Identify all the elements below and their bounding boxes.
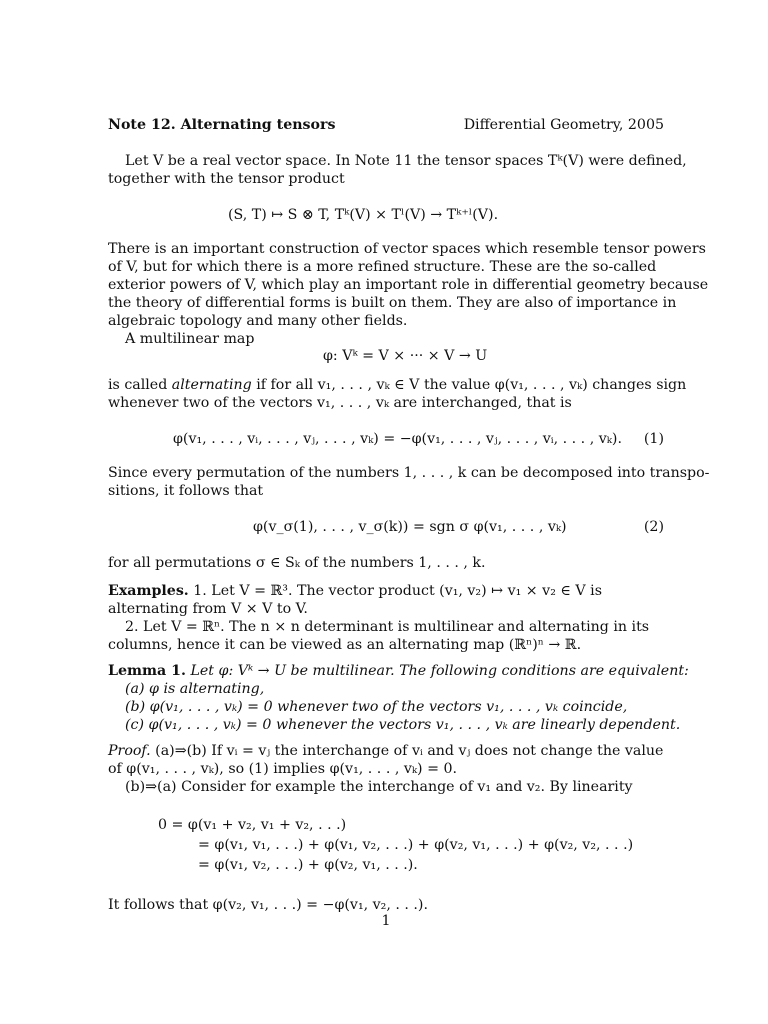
paragraph-line: Since every permutation of the numbers 1, . . . , k can be decomposed into transpo- <box>108 465 710 481</box>
paragraph-line: the theory of differential forms is built on them. They are also of importance in <box>108 295 677 311</box>
equation-number-1: (1) <box>643 431 664 447</box>
lemma-condition-a: (a) φ is alternating, <box>125 681 265 697</box>
paragraph-line: together with the tensor product <box>108 171 345 187</box>
equation-linearity-line-3: = φ(v₁, v₂, . . .) + φ(v₂, v₁, . . .). <box>198 857 418 873</box>
equation-1: φ(v₁, . . . , vᵢ, . . . , vⱼ, . . . , vₖ) = −φ(v₁, . . . , vⱼ, . . . , vᵢ, . . . , vₖ). <box>173 431 622 447</box>
text-run: is called <box>108 377 172 393</box>
proof-line <box>108 742 663 760</box>
paragraph-line: There is an important construction of vector spaces which resemble tensor powers <box>108 241 706 257</box>
text-run: if for all v₁, . . . , vₖ ∈ V the value φ(v₁, . . . , vₖ) changes sign <box>251 377 687 393</box>
term-alternating: alternating <box>171 377 252 393</box>
paragraph-line: algebraic topology and many other fields. <box>108 313 408 329</box>
paragraph-line: alternating from V × V to V. <box>108 601 308 617</box>
page-number: 1 <box>381 913 391 929</box>
paragraph-line: sitions, it follows that <box>108 483 264 499</box>
proof-label: Proof. <box>108 743 151 759</box>
paragraph-line: 2. Let V = ℝⁿ. The n × n determinant is multilinear and alternating in its <box>125 619 650 635</box>
paragraph-line: Let V be a real vector space. In Note 11 the tensor spaces Tᵏ(V) were defined, <box>125 153 687 169</box>
paragraph-line: exterior powers of V, which play an important role in differential geometry because <box>108 277 709 293</box>
lemma-condition-b: (b) φ(v₁, . . . , vₖ) = 0 whenever two of the vectors v₁, . . . , vₖ coincide, <box>125 699 628 715</box>
text-run: 1. Let V = ℝ³. The vector product (v₁, v₂) ↦ v₁ × v₂ ∈ V is <box>188 583 602 599</box>
course-title: Differential Geometry, 2005 <box>463 117 664 133</box>
paragraph-line: of φ(v₁, . . . , vₖ), so (1) implies φ(v₁, . . . , vₖ) = 0. <box>108 761 458 777</box>
paragraph-line <box>108 376 686 394</box>
equation-linearity-line-1: 0 = φ(v₁ + v₂, v₁ + v₂, . . .) <box>158 817 347 833</box>
paragraph-line: A multilinear map <box>125 331 255 347</box>
lemma-condition-c: (c) φ(v₁, . . . , vₖ) = 0 whenever the vectors v₁, . . . , vₖ are linearly dependent. <box>125 717 681 733</box>
lemma-statement: Let φ: Vᵏ → U be multilinear. The following conditions are equivalent: <box>185 663 689 679</box>
equation-tensor-product: (S, T) ↦ S ⊗ T, Tᵏ(V) × Tˡ(V) → Tᵏ⁺ˡ(V). <box>228 207 499 223</box>
text-run: (a)⇒(b) If vᵢ = vⱼ the interchange of vᵢ and vⱼ does not change the value <box>150 743 664 759</box>
lemma-label: Lemma 1. <box>108 663 186 679</box>
paragraph-line: It follows that φ(v₂, v₁, . . .) = −φ(v₁, v₂, . . .). <box>108 897 428 913</box>
equation-number-2: (2) <box>643 519 664 535</box>
examples-line <box>108 582 602 600</box>
examples-label: Examples. <box>108 583 189 599</box>
equation-linearity-line-2: = φ(v₁, v₁, . . .) + φ(v₁, v₂, . . .) + φ(v₂, v₁, . . .) + φ(v₂, v₂, . . .) <box>198 837 634 853</box>
paragraph-line: columns, hence it can be viewed as an alternating map (ℝⁿ)ⁿ → ℝ. <box>108 637 582 653</box>
note-title: Note 12. Alternating tensors <box>108 117 336 133</box>
paragraph-line: for all permutations σ ∈ Sₖ of the numbers 1, . . . , k. <box>108 555 486 571</box>
paragraph-line: (b)⇒(a) Consider for example the interchange of v₁ and v₂. By linearity <box>125 779 633 795</box>
paragraph-line: whenever two of the vectors v₁, . . . , vₖ are interchanged, that is <box>108 395 572 411</box>
paragraph-line: of V, but for which there is a more refined structure. These are the so-called <box>108 259 657 275</box>
equation-2: φ(v_σ(1), . . . , v_σ(k)) = sgn σ φ(v₁, . . . , vₖ) <box>253 519 567 535</box>
lemma-line <box>108 662 689 680</box>
equation-multilinear-map: φ: Vᵏ = V × ··· × V → U <box>323 348 488 364</box>
